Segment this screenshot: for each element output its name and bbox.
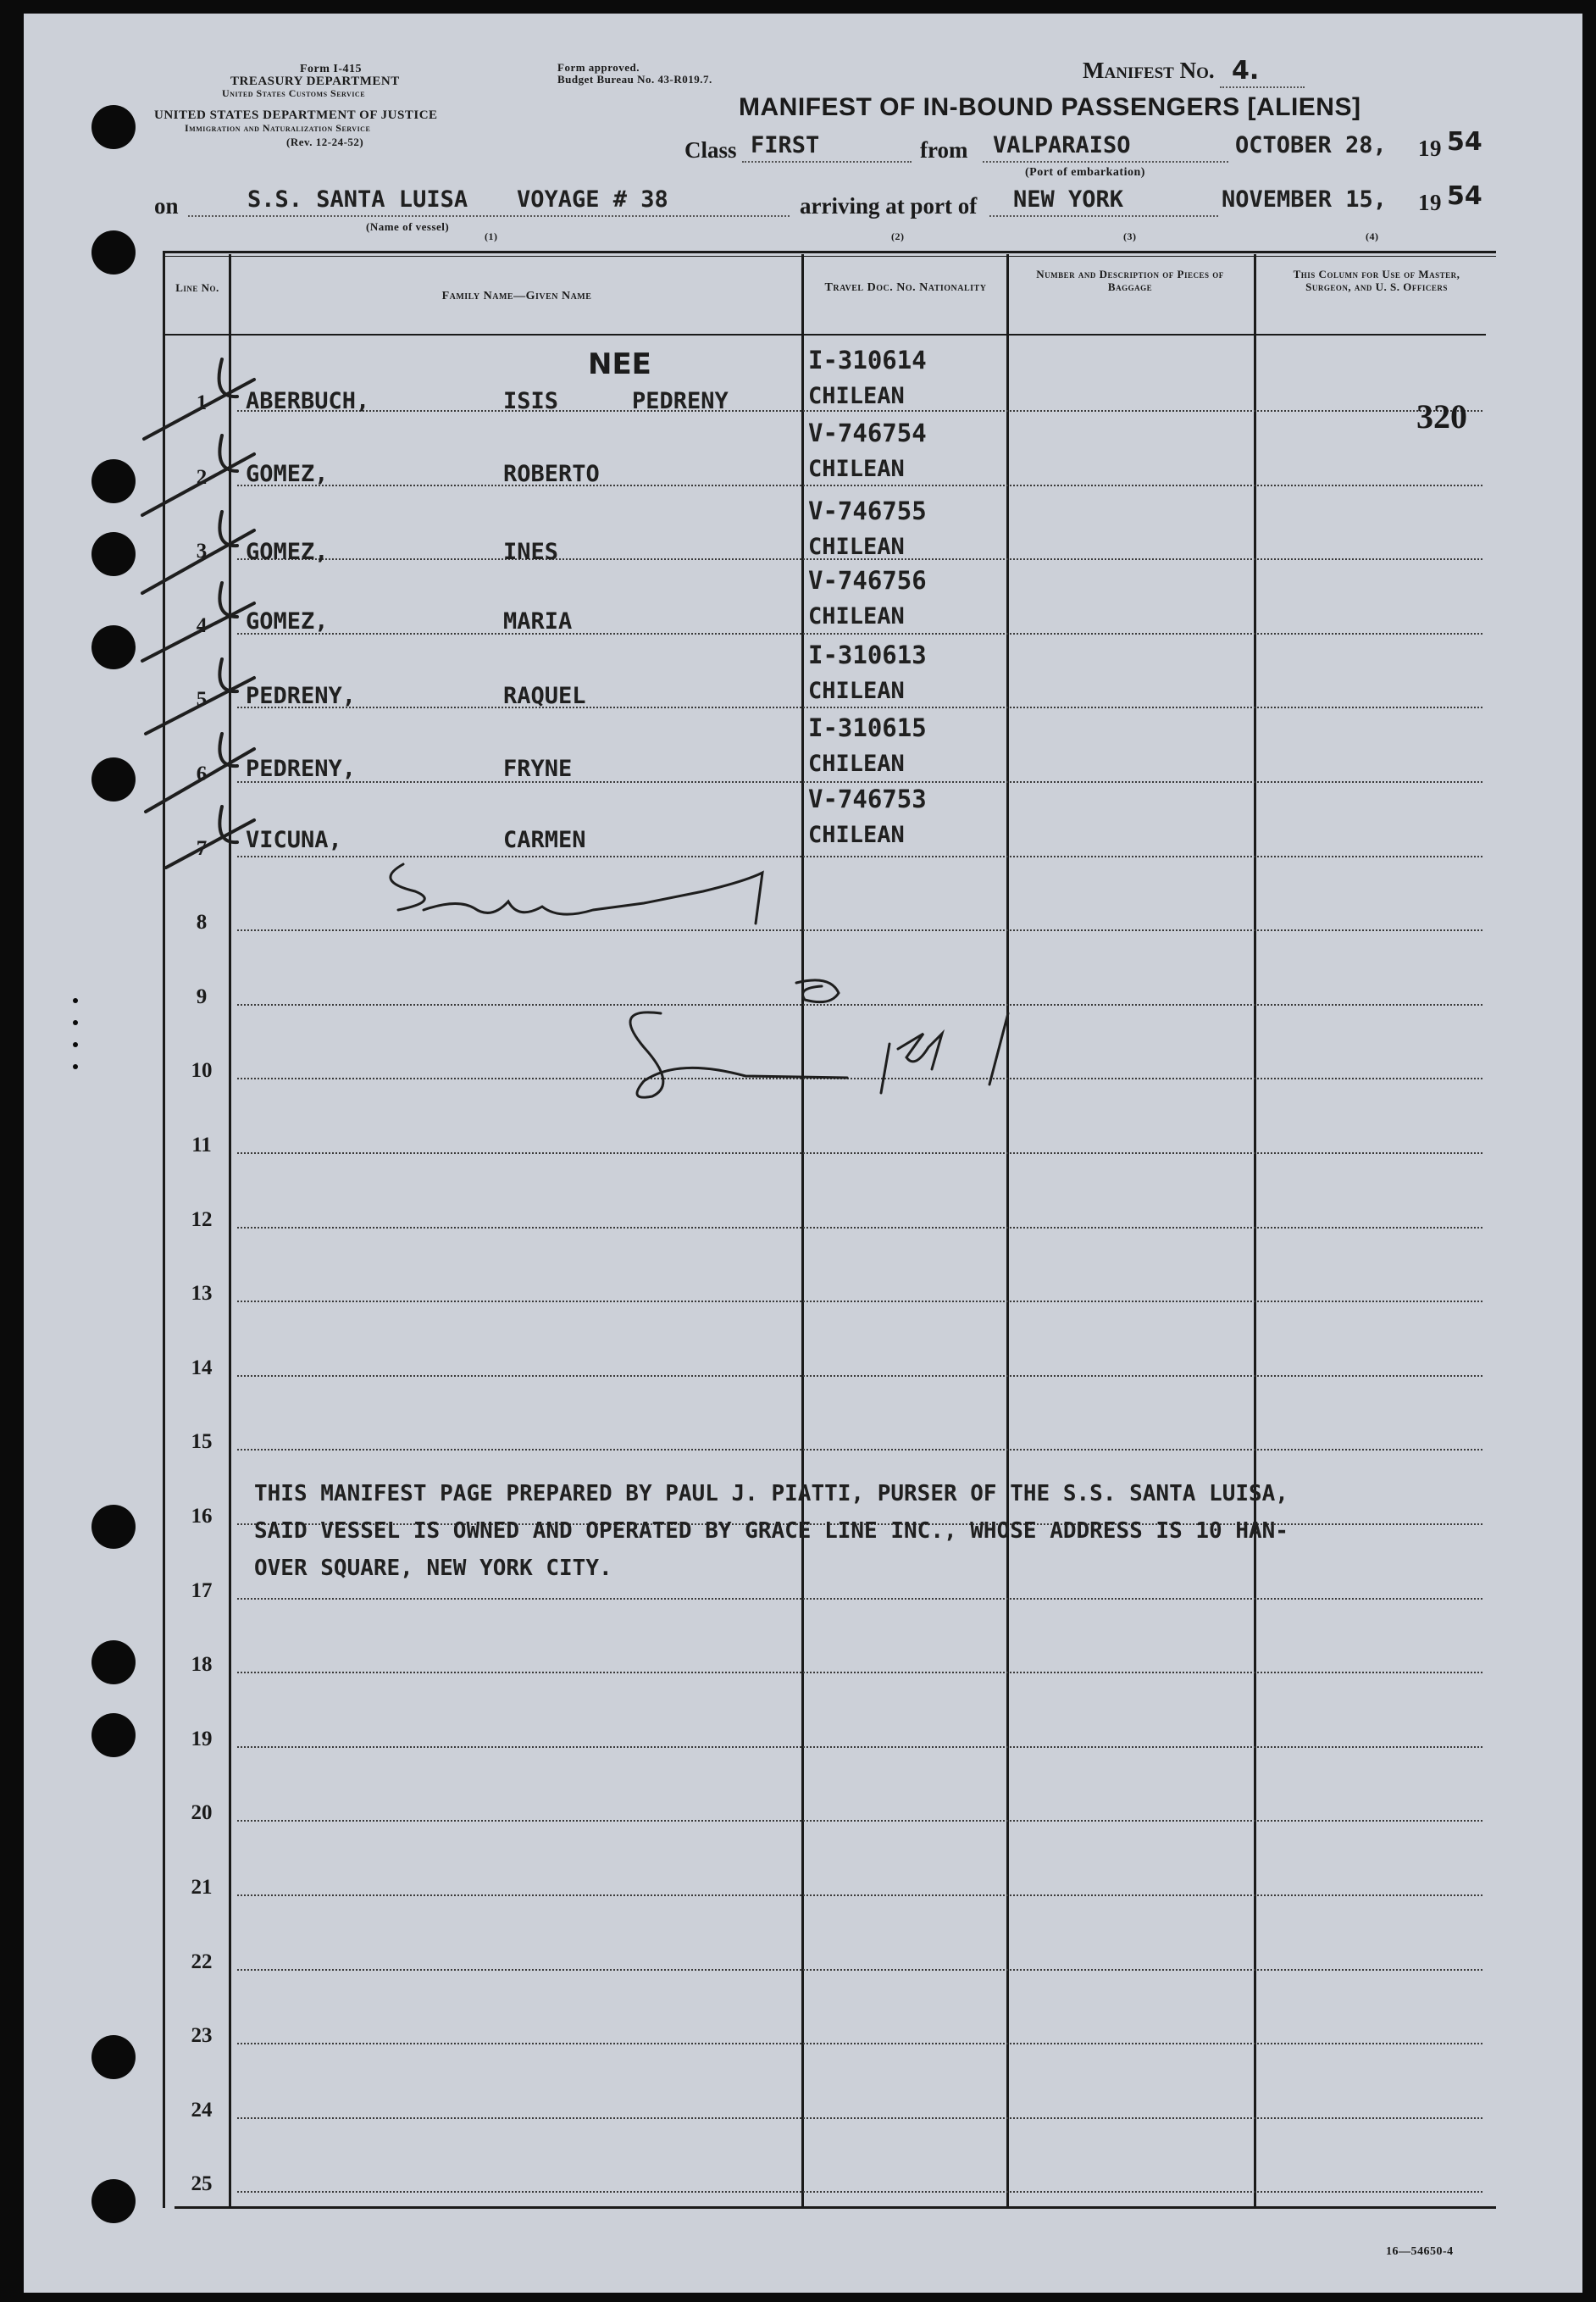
from-value: VALPARAISO xyxy=(993,132,1131,158)
vessel-caption: (Name of vessel) xyxy=(366,220,450,233)
travel-doc-number: V-746753 xyxy=(808,785,927,813)
line-number: 8 xyxy=(196,911,208,935)
nationality: CHILEAN xyxy=(808,751,905,777)
check-mark xyxy=(142,435,254,515)
check-mark xyxy=(146,659,254,734)
agency-justice: UNITED STATES DEPARTMENT OF JUSTICE xyxy=(154,108,438,122)
statement-line-1: THIS MANIFEST PAGE PREPARED BY PAUL J. PIATTI, PURSER OF THE S.S. SANTA LUISA, xyxy=(254,1481,1288,1506)
line-number: 20 xyxy=(191,1801,213,1825)
nationality: CHILEAN xyxy=(808,822,905,848)
line-number: 18 xyxy=(191,1653,213,1677)
on-label: on xyxy=(154,193,179,219)
family-name: PEDRENY, xyxy=(246,683,357,709)
arrival-port: NEW YORK xyxy=(1013,186,1124,213)
check-mark xyxy=(144,359,254,439)
travel-doc-number: I-310613 xyxy=(808,641,927,669)
agency-treasury: TREASURY DEPARTMENT xyxy=(230,75,400,88)
line-number: 25 xyxy=(191,2172,213,2196)
line-number: 14 xyxy=(191,1356,213,1379)
column-marker-2: (2) xyxy=(891,230,905,242)
nationality: CHILEAN xyxy=(808,456,905,482)
line-number: 7 xyxy=(196,836,208,860)
given-name: CARMEN xyxy=(503,827,586,853)
line-number: 10 xyxy=(191,1059,213,1083)
travel-doc-number: V-746756 xyxy=(808,566,927,595)
form-footer-code: 16—54650-4 xyxy=(1386,2245,1454,2258)
arrival-year-prefix: 19 xyxy=(1418,190,1442,215)
given-name: ISIS xyxy=(503,388,559,414)
line-number: 19 xyxy=(191,1727,213,1750)
arriving-label: arriving at port of xyxy=(800,193,978,219)
family-name: VICUNA, xyxy=(246,827,342,853)
line-number: 11 xyxy=(191,1134,212,1157)
class-value: FIRST xyxy=(751,132,820,158)
given-name: RAQUEL xyxy=(503,683,586,709)
departure-year-prefix: 19 xyxy=(1418,136,1442,161)
form-revision: (Rev. 12-24-52) xyxy=(286,136,364,148)
column-header-travel-doc: Travel Doc. No. Nationality xyxy=(824,281,987,294)
check-mark xyxy=(142,512,254,593)
line-number: 5 xyxy=(196,688,208,712)
form-number: Form I-415 xyxy=(300,63,363,75)
column-header-name: Family Name—Given Name xyxy=(441,290,592,302)
given-name: MARIA xyxy=(503,608,573,635)
column-marker-4: (4) xyxy=(1366,230,1379,242)
travel-doc-number: V-746755 xyxy=(808,496,927,525)
family-name: PEDRENY, xyxy=(246,756,357,782)
arrival-year: 54 xyxy=(1447,181,1482,211)
signature-1 xyxy=(391,864,762,924)
statement-line-2: SAID VESSEL IS OWNED AND OPERATED BY GRACE LINE INC., WHOSE ADDRESS IS 10 HAN- xyxy=(254,1518,1288,1544)
travel-doc-number: I-310615 xyxy=(808,713,927,742)
check-mark xyxy=(146,734,254,812)
check-mark xyxy=(166,807,254,868)
column-marker-3: (3) xyxy=(1123,230,1137,242)
manifest-number-label: Manifest No. xyxy=(1083,58,1215,83)
line-number: 23 xyxy=(191,2024,213,2048)
given-name: INES xyxy=(503,539,559,565)
travel-doc-number: V-746754 xyxy=(808,419,927,447)
class-label: Class xyxy=(684,137,737,163)
family-name: GOMEZ, xyxy=(246,608,329,635)
departure-year: 54 xyxy=(1447,127,1482,157)
line-number: 17 xyxy=(191,1578,213,1602)
departure-date: OCTOBER 28, xyxy=(1235,132,1387,158)
column-header-officers: This Column for Use of Master, Surgeon, and U. S. Officers xyxy=(1293,268,1460,293)
officer-note: 320 xyxy=(1416,397,1467,435)
family-name: ABERBUCH, xyxy=(246,388,370,414)
nationality: CHILEAN xyxy=(808,534,905,560)
form-approved: Form approved. xyxy=(557,61,640,74)
budget-bureau: Budget Bureau No. 43-R019.7. xyxy=(557,73,712,86)
given-name: FRYNE xyxy=(503,756,573,782)
page-title: MANIFEST OF IN-BOUND PASSENGERS [ALIENS] xyxy=(739,93,1361,121)
arrival-date: NOVEMBER 15, xyxy=(1222,186,1388,213)
line-number: 12 xyxy=(191,1207,213,1231)
check-mark xyxy=(142,583,254,661)
handwritten-note: NEE xyxy=(588,347,651,381)
line-number: 16 xyxy=(191,1505,213,1528)
column-header-line-no: Line No. xyxy=(175,281,219,294)
nationality: CHILEAN xyxy=(808,678,905,704)
line-number: 4 xyxy=(196,613,208,637)
voyage-number: VOYAGE # 38 xyxy=(517,186,668,213)
nationality: CHILEAN xyxy=(808,603,905,630)
line-number: 22 xyxy=(191,1950,213,1973)
family-name: GOMEZ, xyxy=(246,461,329,487)
travel-doc-number: I-310614 xyxy=(808,346,927,374)
line-number: 9 xyxy=(196,985,208,1008)
line-number: 3 xyxy=(196,540,208,563)
signature-2 xyxy=(630,980,1008,1097)
port-of-embarkation-caption: (Port of embarkation) xyxy=(1025,166,1145,179)
column-marker-1: (1) xyxy=(485,230,498,242)
agency-ins: Immigration and Naturalization Service xyxy=(185,122,371,134)
manifest-number: 4. xyxy=(1232,56,1260,86)
from-label: from xyxy=(920,137,968,163)
given-name-extra: PEDRENY xyxy=(632,388,729,414)
line-number: 13 xyxy=(191,1282,213,1306)
line-number: 2 xyxy=(196,465,208,489)
agency-customs: United States Customs Service xyxy=(222,87,366,99)
line-number: 6 xyxy=(196,763,208,785)
given-name: ROBERTO xyxy=(503,461,600,487)
statement-line-3: OVER SQUARE, NEW YORK CITY. xyxy=(254,1556,612,1581)
line-number: 1 xyxy=(196,391,208,414)
family-name: GOMEZ, xyxy=(246,539,329,565)
nationality: CHILEAN xyxy=(808,383,905,409)
column-header-baggage: Number and Description of Pieces of Baggage xyxy=(1036,268,1224,293)
line-number: 24 xyxy=(191,2098,213,2122)
line-number: 15 xyxy=(191,1430,213,1454)
line-number: 21 xyxy=(191,1876,213,1899)
vessel-name: S.S. SANTA LUISA xyxy=(247,186,468,213)
